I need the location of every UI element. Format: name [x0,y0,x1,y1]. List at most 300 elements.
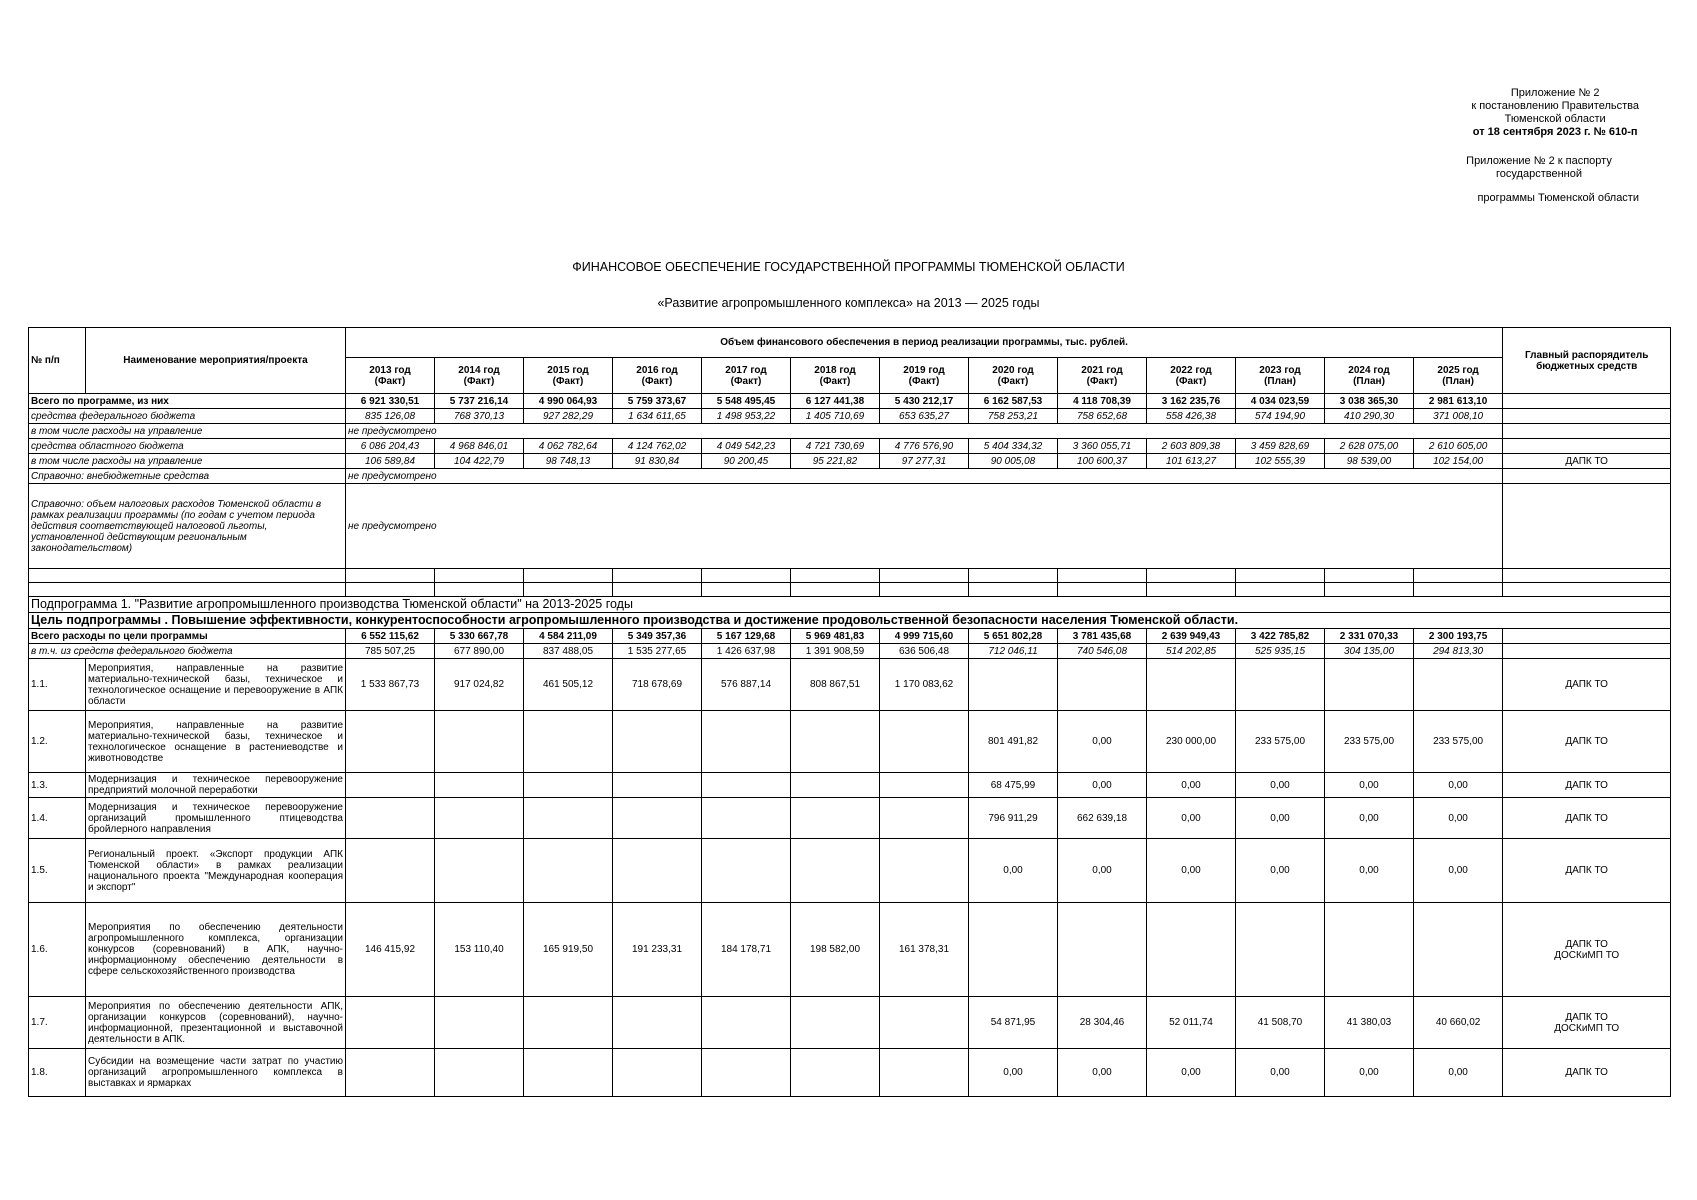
note-cell: не предусмотрено [346,484,1503,569]
value-cell [880,997,969,1049]
value-cell: 917 024,82 [435,659,524,711]
value-cell [702,773,791,798]
value-cell [346,773,435,798]
subprogram-total-row [29,629,1671,644]
empty-cell [1236,583,1325,597]
manager-cell [1503,773,1671,798]
activity-name: Модернизация и техническое перевооружение организаций промышленного птицеводства бройлерного направления [86,798,346,839]
value-cell: 233 575,00 [1325,711,1414,773]
value-cell [1236,903,1325,997]
empty-cell [524,569,613,583]
note-cell: не предусмотрено [346,469,1503,484]
header-year-type: (План) [1442,375,1474,387]
value-cell [880,1049,969,1097]
header-volume: Объем финансового обеспечения в период реализации программы, тыс. рублей. [346,328,1503,358]
value-cell: 4 124 762,02 [613,439,702,454]
program-row [29,424,1671,439]
value-cell [791,798,880,839]
value-cell: 1 634 611,65 [613,409,702,424]
value-cell: 0,00 [1414,1049,1503,1097]
program-row [29,454,1671,469]
value-cell: 2 610 605,00 [1414,439,1503,454]
manager-name: ДАПК ТО [1565,736,1608,747]
value-cell [1058,659,1147,711]
empty-cell [1058,569,1147,583]
value-cell: 662 639,18 [1058,798,1147,839]
value-cell [969,903,1058,997]
header-year-type: (Факт) [819,375,851,387]
value-cell: 4 118 708,39 [1058,394,1147,409]
value-cell: 28 304,46 [1058,997,1147,1049]
empty-cell [1414,569,1503,583]
value-cell [435,839,524,903]
value-cell: 0,00 [1147,798,1236,839]
manager-cell [1503,644,1671,659]
subprogram-title-row [29,597,1671,613]
activity-row [29,711,1671,773]
value-cell: 3 459 828,69 [1236,439,1325,454]
value-cell [702,839,791,903]
value-cell: 104 422,79 [435,454,524,469]
header-year-type: (План) [1353,375,1385,387]
value-cell: 5 969 481,83 [791,629,880,644]
manager-cell [1503,798,1671,839]
empty-cell [524,583,613,597]
value-cell: 98 539,00 [1325,454,1414,469]
value-cell: 102 555,39 [1236,454,1325,469]
value-cell [524,1049,613,1097]
value-cell: 0,00 [1058,1049,1147,1097]
value-cell [524,711,613,773]
value-cell: 574 194,90 [1236,409,1325,424]
header-year-2024 [1325,358,1414,394]
manager-name: ДАПК ТО [1565,938,1608,950]
header-year-2023 [1236,358,1325,394]
header-year-type: (План) [1264,375,1296,387]
value-cell: 740 546,08 [1058,644,1147,659]
header-year-2019 [880,358,969,394]
empty-cell [1503,569,1671,583]
empty-cell [702,583,791,597]
value-cell [435,773,524,798]
value-cell: 0,00 [1058,711,1147,773]
manager-name: ДАПК ТО [1565,865,1608,876]
empty-cell [969,583,1058,597]
value-cell: 6 127 441,38 [791,394,880,409]
value-cell [346,798,435,839]
value-cell [702,711,791,773]
value-cell: 198 582,00 [791,903,880,997]
activity-number: 1.6. [29,903,86,997]
empty-cell [1147,583,1236,597]
value-cell: 0,00 [1325,773,1414,798]
header-year-label: 2016 год [636,364,678,376]
header-year-type: (Факт) [1175,375,1207,387]
value-cell [702,1049,791,1097]
empty-cell [791,569,880,583]
manager-name: ДОСКиМП ТО [1554,1022,1620,1034]
empty-row [29,583,1671,597]
manager-cell [1503,424,1671,439]
value-cell: 0,00 [1236,773,1325,798]
value-cell: 5 349 357,36 [613,629,702,644]
value-cell: 4 968 846,01 [435,439,524,454]
value-cell: 146 415,92 [346,903,435,997]
value-cell: 41 380,03 [1325,997,1414,1049]
header-year-type: (Факт) [552,375,584,387]
program-row [29,394,1671,409]
value-cell: 0,00 [1236,1049,1325,1097]
manager-cell: ДАПК ТО [1503,454,1671,469]
header-year-2016 [613,358,702,394]
row-label: в т.ч. из средств федерального бюджета [29,644,346,659]
note-cell: не предусмотрено [346,424,1503,439]
value-cell: 304 135,00 [1325,644,1414,659]
header-year-2025 [1414,358,1503,394]
value-cell: 371 008,10 [1414,409,1503,424]
value-cell: 0,00 [1058,773,1147,798]
annex-line: Приложение № 2 [1510,87,1600,99]
value-cell [1325,659,1414,711]
program-row-label: в том числе расходы на управление [29,454,346,469]
manager-cell [1503,1049,1671,1097]
empty-cell [29,569,346,583]
empty-cell [702,569,791,583]
annex-date-line: от 18 сентября 2023 г. № 610-п [1472,126,1638,138]
value-cell: 5 548 495,45 [702,394,791,409]
empty-cell [1325,583,1414,597]
value-cell: 2 603 809,38 [1147,439,1236,454]
empty-cell [346,583,435,597]
subprogram-goal: Цель подпрограммы . Повышение эффективности, конкурентоспособности агропромышленного производства и достижение продовольственной безопасности населения Тюменской области. [29,613,1671,629]
manager-cell [1503,997,1671,1049]
value-cell: 161 378,31 [880,903,969,997]
value-cell: 184 178,71 [702,903,791,997]
empty-cell [969,569,1058,583]
header-year-label: 2022 год [1170,364,1212,376]
value-cell: 0,00 [1414,798,1503,839]
value-cell: 106 589,84 [346,454,435,469]
value-cell: 233 575,00 [1236,711,1325,773]
value-cell [524,798,613,839]
value-cell [880,773,969,798]
page-subtitle: «Развитие агропромышленного комплекса» на 2013 — 2025 годы [657,296,1040,310]
empty-row [29,569,1671,583]
value-cell [435,997,524,1049]
manager-cell [1503,903,1671,997]
value-cell: 0,00 [1147,839,1236,903]
manager-name: ДОСКиМП ТО [1554,949,1620,961]
value-cell: 54 871,95 [969,997,1058,1049]
value-cell: 718 678,69 [613,659,702,711]
value-cell: 461 505,12 [524,659,613,711]
empty-cell [346,569,435,583]
value-cell: 3 038 365,30 [1325,394,1414,409]
value-cell [1325,903,1414,997]
value-cell [1236,659,1325,711]
value-cell [613,1049,702,1097]
empty-cell [1058,583,1147,597]
header-year-label: 2019 год [903,364,945,376]
value-cell [524,997,613,1049]
annex-line: к постановлению Правительства [1471,100,1639,112]
value-cell: 5 330 667,78 [435,629,524,644]
value-cell: 5 167 129,68 [702,629,791,644]
subprogram-goal-row [29,613,1671,629]
empty-cell [880,569,969,583]
value-cell [435,1049,524,1097]
value-cell [613,773,702,798]
value-cell: 6 552 115,62 [346,629,435,644]
value-cell [524,839,613,903]
header-year-label: 2021 год [1081,364,1123,376]
value-cell: 90 005,08 [969,454,1058,469]
value-cell [435,798,524,839]
value-cell: 101 613,27 [1147,454,1236,469]
activity-number: 1.1. [29,659,86,711]
value-cell: 4 776 576,90 [880,439,969,454]
manager-name: ДАПК ТО [1565,779,1608,791]
finance-table [28,327,1671,1097]
activity-row [29,798,1671,839]
activity-name: Мероприятия, направленные на развитие материально-технической базы, техническое и технологическое оснащение в растениеводстве и животноводстве [86,711,346,773]
value-cell: 6 162 587,53 [969,394,1058,409]
value-cell: 796 911,29 [969,798,1058,839]
value-cell [613,798,702,839]
value-cell [613,997,702,1049]
page-title: ФИНАНСОВОЕ ОБЕСПЕЧЕНИЕ ГОСУДАРСТВЕННОЙ ПРОГРАММЫ ТЮМЕНСКОЙ ОБЛАСТИ [572,260,1125,274]
manager-name: ДАПК ТО [1565,812,1608,824]
value-cell [613,839,702,903]
header-year-label: 2017 год [725,364,767,376]
value-cell [346,997,435,1049]
activity-row [29,773,1671,798]
value-cell: 835 126,08 [346,409,435,424]
empty-cell [880,583,969,597]
header-name: Наименование мероприятия/проекта [86,328,346,394]
activity-name: Мероприятия, направленные на развитие материально-технической базы, техническое и технологическое оснащение и перевооружение в АПК области [86,659,346,711]
value-cell: 2 981 613,10 [1414,394,1503,409]
header-year-label: 2014 год [458,364,500,376]
activity-number: 1.8. [29,1049,86,1097]
activity-name: Субсидии на возмещение части затрат по участию организаций агропромышленного комплекса в выставках и ярмарках [86,1049,346,1097]
value-cell: 68 475,99 [969,773,1058,798]
value-cell: 90 200,45 [702,454,791,469]
value-cell: 5 737 216,14 [435,394,524,409]
annex-line: Приложение № 2 к паспорту [1466,155,1612,167]
header-manager: Главный распорядитель бюджетных средств [1503,328,1671,394]
value-cell: 165 919,50 [524,903,613,997]
manager-name: ДАПК ТО [1565,1011,1608,1023]
empty-cell [1236,569,1325,583]
value-cell: 98 748,13 [524,454,613,469]
activity-name: Региональный проект. «Экспорт продукции АПК Тюменской области» в рамках реализации национального проекта "Международная кооперация и экспорт" [86,839,346,903]
value-cell: 0,00 [1325,1049,1414,1097]
value-cell: 801 491,82 [969,711,1058,773]
value-cell: 653 635,27 [880,409,969,424]
header-year-2021 [1058,358,1147,394]
program-row-label: средства федерального бюджета [29,409,346,424]
activity-row [29,903,1671,997]
value-cell: 153 110,40 [435,903,524,997]
activity-number: 1.3. [29,773,86,798]
value-cell [880,798,969,839]
value-cell [1147,659,1236,711]
program-row [29,469,1671,484]
value-cell: 4 049 542,23 [702,439,791,454]
value-cell [1414,903,1503,997]
activity-number: 1.2. [29,711,86,773]
value-cell: 1 535 277,65 [613,644,702,659]
header-year-label: 2013 год [369,364,411,376]
value-cell: 525 935,15 [1236,644,1325,659]
manager-name: ДАПК ТО [1565,1067,1608,1078]
value-cell: 2 331 070,33 [1325,629,1414,644]
value-cell [1058,903,1147,997]
value-cell: 558 426,38 [1147,409,1236,424]
value-cell: 677 890,00 [435,644,524,659]
value-cell: 0,00 [1147,1049,1236,1097]
activity-number: 1.7. [29,997,86,1049]
header-year-type: (Факт) [641,375,673,387]
header-year-label: 2024 год [1348,364,1390,376]
empty-cell [435,583,524,597]
value-cell: 4 062 782,64 [524,439,613,454]
value-cell: 576 887,14 [702,659,791,711]
annex-line: программы Тюменской области [1477,192,1639,204]
header-year-2022 [1147,358,1236,394]
value-cell: 3 162 235,76 [1147,394,1236,409]
value-cell: 3 422 785,82 [1236,629,1325,644]
empty-cell [1414,583,1503,597]
value-cell: 785 507,25 [346,644,435,659]
subprogram-title: Подпрограмма 1. "Развитие агропромышленного производства Тюменской области" на 2013-2025 годы [29,597,1671,613]
annex-line: Тюменской области [1504,113,1606,125]
value-cell: 514 202,85 [1147,644,1236,659]
value-cell: 5 430 212,17 [880,394,969,409]
value-cell: 294 813,30 [1414,644,1503,659]
value-cell: 6 921 330,51 [346,394,435,409]
value-cell: 4 990 064,93 [524,394,613,409]
program-row-label: средства областного бюджета [29,439,346,454]
value-cell: 6 086 204,43 [346,439,435,454]
value-cell: 758 253,21 [969,409,1058,424]
value-cell: 1 498 953,22 [702,409,791,424]
value-cell: 0,00 [1058,839,1147,903]
value-cell: 5 651 802,28 [969,629,1058,644]
empty-cell [1147,569,1236,583]
header-year-type: (Факт) [730,375,762,387]
value-cell: 4 999 715,60 [880,629,969,644]
value-cell: 2 639 949,43 [1147,629,1236,644]
value-cell: 100 600,37 [1058,454,1147,469]
row-label: Всего расходы по цели программы [29,629,346,644]
manager-cell [1503,484,1671,569]
value-cell: 5 759 373,67 [613,394,702,409]
manager-cell [1503,409,1671,424]
value-cell [969,659,1058,711]
value-cell [346,1049,435,1097]
value-cell [880,839,969,903]
annex-line: государственной [1496,168,1582,180]
value-cell [702,997,791,1049]
value-cell: 636 506,48 [880,644,969,659]
header-year-2014 [435,358,524,394]
empty-cell [1503,583,1671,597]
header-year-type: (Факт) [997,375,1029,387]
value-cell: 768 370,13 [435,409,524,424]
value-cell: 3 360 055,71 [1058,439,1147,454]
passport-annex-block-2 [1477,192,1639,205]
activity-name: Мероприятия по обеспечению деятельности АПК, организации конкурсов (соревнований), научно-информационной, презентационной и выставочной деятельности в АПК. [86,997,346,1049]
value-cell [880,711,969,773]
header-year-type: (Факт) [908,375,940,387]
value-cell: 0,00 [1147,773,1236,798]
value-cell: 1 533 867,73 [346,659,435,711]
value-cell [791,711,880,773]
value-cell [791,1049,880,1097]
value-cell: 0,00 [969,839,1058,903]
header-year-2013 [346,358,435,394]
value-cell: 41 508,70 [1236,997,1325,1049]
manager-cell [1503,711,1671,773]
value-cell: 2 300 193,75 [1414,629,1503,644]
value-cell: 233 575,00 [1414,711,1503,773]
value-cell: 0,00 [1325,839,1414,903]
value-cell: 5 404 334,32 [969,439,1058,454]
value-cell: 40 660,02 [1414,997,1503,1049]
program-row-label: Справочно: внебюджетные средства [29,469,346,484]
empty-cell [613,569,702,583]
value-cell: 410 290,30 [1325,409,1414,424]
program-row [29,439,1671,454]
value-cell: 712 046,11 [969,644,1058,659]
manager-name: ДАПК ТО [1565,679,1608,690]
value-cell: 808 867,51 [791,659,880,711]
value-cell: 1 405 710,69 [791,409,880,424]
value-cell: 0,00 [1236,839,1325,903]
manager-cell [1503,439,1671,454]
value-cell [524,773,613,798]
header-year-2018 [791,358,880,394]
header-year-type: (Факт) [374,375,406,387]
value-cell: 4 584 211,09 [524,629,613,644]
value-cell: 191 233,31 [613,903,702,997]
value-cell: 230 000,00 [1147,711,1236,773]
header-year-label: 2023 год [1259,364,1301,376]
value-cell: 927 282,29 [524,409,613,424]
value-cell [346,711,435,773]
value-cell [1147,903,1236,997]
value-cell [435,711,524,773]
value-cell: 4 034 023,59 [1236,394,1325,409]
annex-block [1471,87,1639,139]
value-cell: 2 628 075,00 [1325,439,1414,454]
program-row-label: Справочно: объем налоговых расходов Тюменской области в рамках реализации программы (по годам с учетом периода действия соответствующей налоговой льготы, установленной действующим региональным законодательством) [29,484,346,569]
manager-cell [1503,629,1671,644]
header-year-2017 [702,358,791,394]
header-year-2020 [969,358,1058,394]
empty-cell [791,583,880,597]
manager-cell [1503,839,1671,903]
value-cell [613,711,702,773]
value-cell [791,773,880,798]
value-cell: 1 426 637,98 [702,644,791,659]
value-cell: 758 652,68 [1058,409,1147,424]
activity-row [29,839,1671,903]
empty-cell [1325,569,1414,583]
header-year-label: 2015 год [547,364,589,376]
